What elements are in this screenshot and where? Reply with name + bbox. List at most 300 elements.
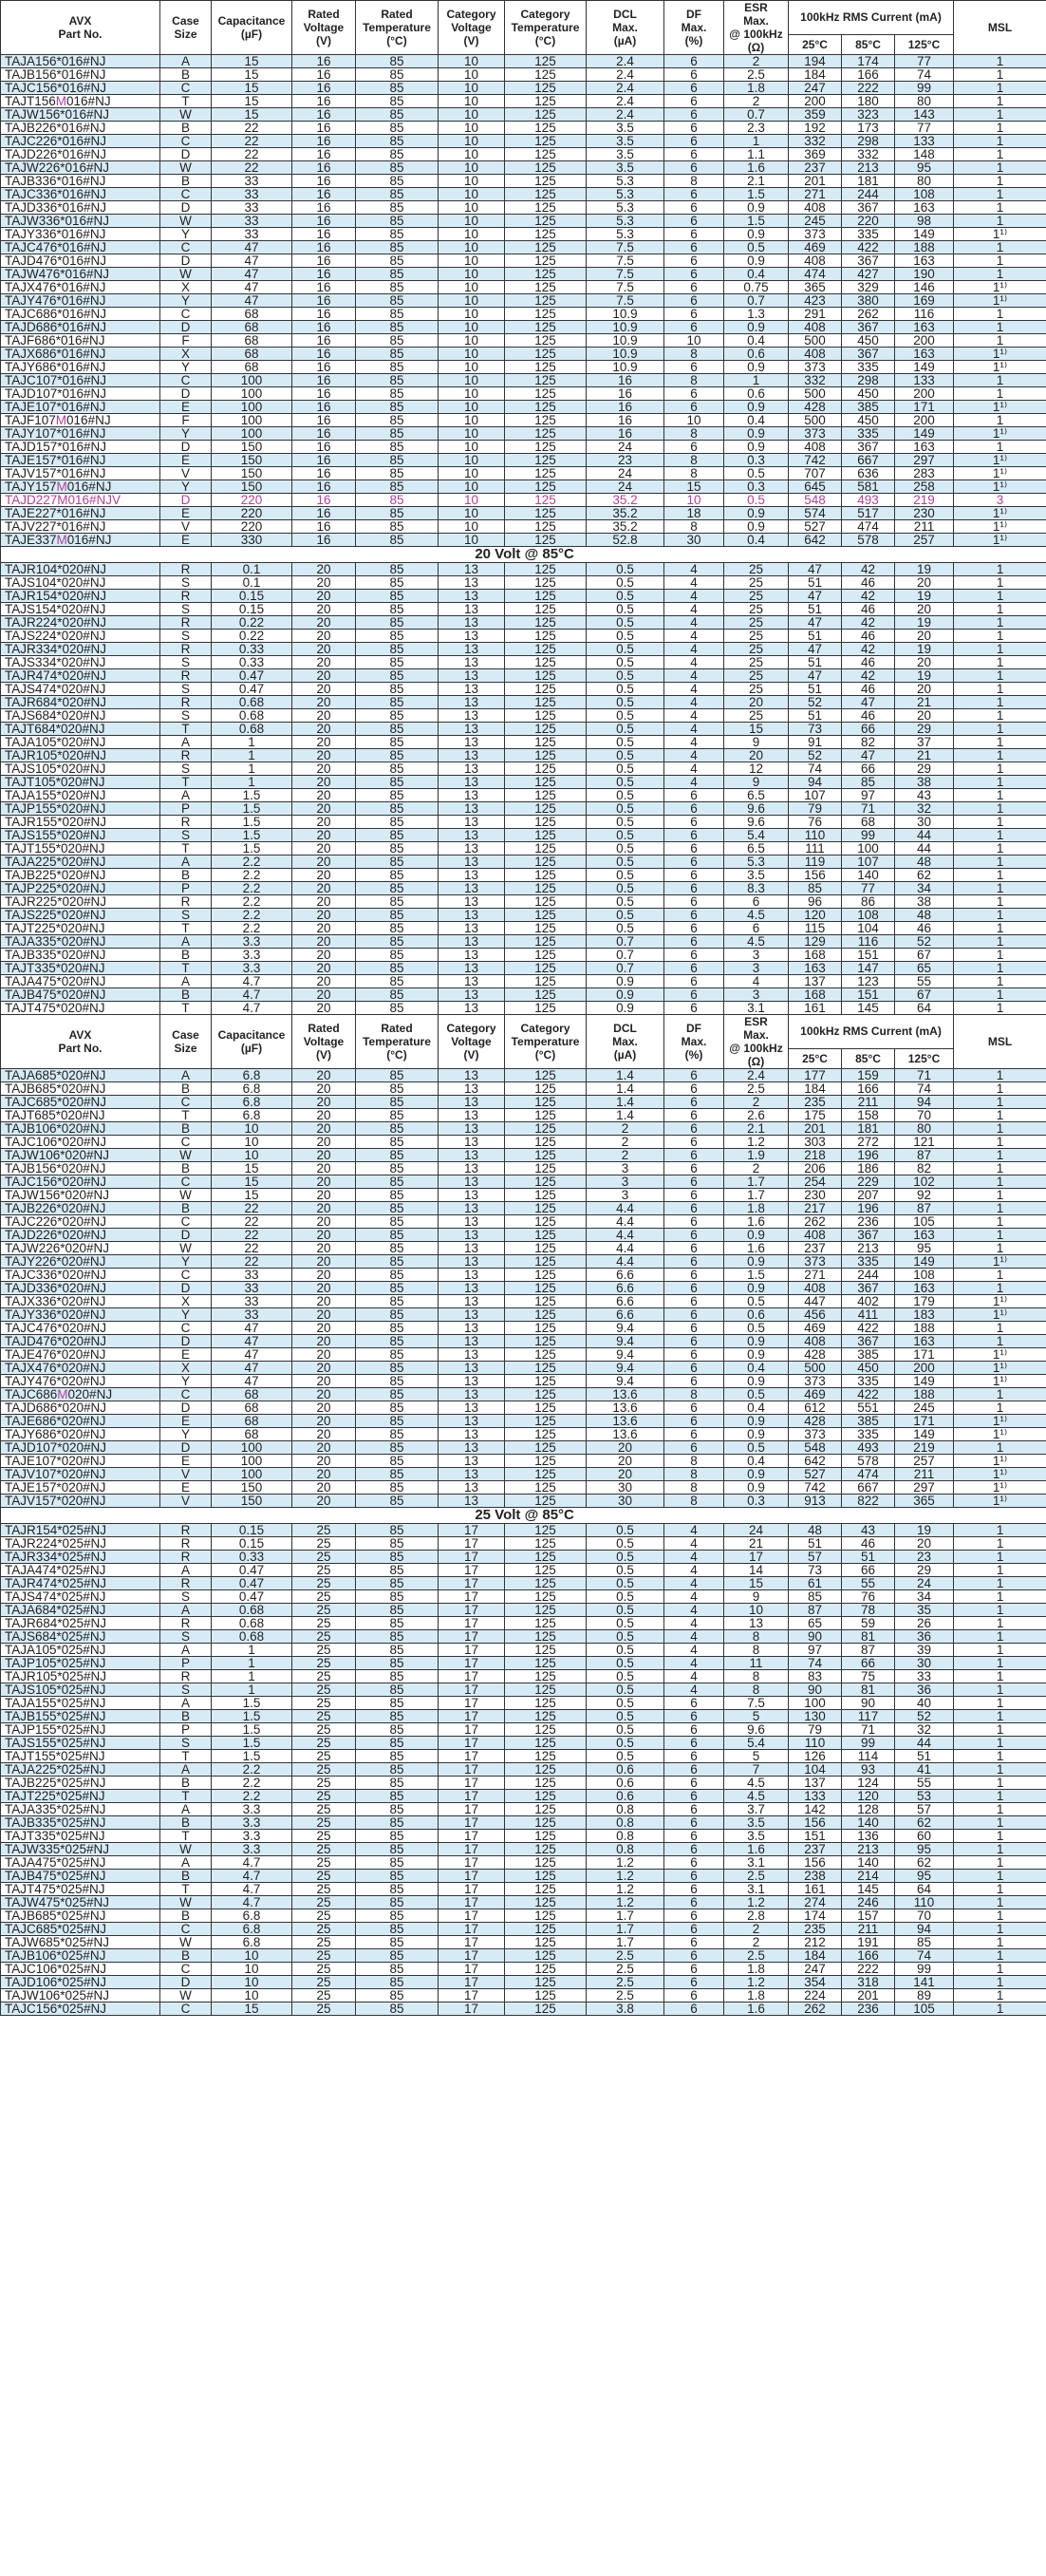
cell-capacitance: 47 (212, 1335, 292, 1348)
cell-df: 6 (664, 1750, 724, 1763)
cell-rated-temp: 85 (356, 467, 439, 480)
cell-dcl: 0.5 (587, 749, 664, 762)
cell-dcl: 0.5 (587, 709, 664, 723)
cell-rms-125c: 37 (895, 736, 954, 749)
cell-df: 4 (664, 656, 724, 669)
cell-rated-voltage: 20 (292, 1162, 356, 1175)
cell-rated-temp: 85 (356, 1816, 439, 1830)
cell-msl: 1¹⁾ (954, 1415, 1046, 1428)
table-row (1, 603, 1046, 616)
cell-df: 6 (664, 1697, 724, 1710)
cell-rms-25c: 332 (789, 374, 842, 387)
cell-esr: 1.2 (724, 1896, 789, 1909)
cell-esr: 0.9 (724, 1229, 789, 1242)
cell-category-temp: 125 (505, 108, 587, 122)
cell-df: 6 (664, 1723, 724, 1737)
cell-rated-voltage: 20 (292, 1441, 356, 1455)
cell-category-voltage: 13 (439, 643, 505, 656)
cell-msl: 1 (954, 1803, 1046, 1816)
cell-part-no: TAJD227M016#NJV (1, 494, 160, 507)
cell-dcl: 16 (587, 374, 664, 387)
cell-rms-85c: 136 (842, 1830, 895, 1843)
cell-dcl: 0.5 (587, 656, 664, 669)
cell-category-temp: 125 (505, 590, 587, 603)
cell-case-size: T (160, 922, 212, 935)
cell-esr: 7 (724, 1763, 789, 1777)
cell-rms-25c: 201 (789, 1122, 842, 1136)
cell-rms-125c: 163 (895, 441, 954, 454)
table-row (1, 1455, 1046, 1468)
cell-rms-125c: 169 (895, 294, 954, 308)
cell-rated-temp: 85 (356, 188, 439, 201)
cell-category-voltage: 13 (439, 1322, 505, 1335)
cell-msl: 1¹⁾ (954, 1428, 1046, 1441)
cell-esr: 3 (724, 988, 789, 1002)
cell-rms-125c: 57 (895, 1803, 954, 1816)
cell-rms-25c: 137 (789, 975, 842, 988)
cell-part-no: TAJR474*020#NJ (1, 669, 160, 683)
cell-rated-temp: 85 (356, 1455, 439, 1468)
cell-dcl: 1.4 (587, 1069, 664, 1082)
cell-rms-25c: 194 (789, 55, 842, 68)
cell-part-no: TAJX336*020#NJ (1, 1295, 160, 1308)
cell-rated-temp: 85 (356, 1790, 439, 1803)
cell-rms-25c: 237 (789, 1843, 842, 1856)
cell-category-voltage: 13 (439, 656, 505, 669)
cell-part-no: TAJW685*025#NJ (1, 1936, 160, 1949)
cell-capacitance: 47 (212, 254, 292, 268)
cell-rms-125c: 171 (895, 1348, 954, 1362)
cell-rms-85c: 450 (842, 334, 895, 348)
cell-rms-125c: 33 (895, 1670, 954, 1683)
cell-case-size: W (160, 1242, 212, 1255)
cell-msl: 1 (954, 1401, 1046, 1415)
cell-rms-25c: 91 (789, 736, 842, 749)
cell-rated-temp: 85 (356, 1335, 439, 1348)
cell-rms-85c: 474 (842, 520, 895, 534)
cell-case-size: B (160, 1777, 212, 1790)
table-row (1, 1481, 1046, 1495)
cell-capacitance: 68 (212, 1415, 292, 1428)
col-header-msl: MSL (954, 1, 1046, 55)
cell-case-size: E (160, 1348, 212, 1362)
cell-dcl: 0.5 (587, 576, 664, 590)
cell-rms-85c: 82 (842, 736, 895, 749)
cell-rms-85c: 97 (842, 789, 895, 802)
cell-capacitance: 1 (212, 1657, 292, 1670)
cell-rms-25c: 73 (789, 723, 842, 736)
cell-rated-voltage: 20 (292, 882, 356, 895)
cell-category-temp: 125 (505, 334, 587, 348)
table-row (1, 1683, 1046, 1697)
cell-rms-25c: 206 (789, 1162, 842, 1175)
cell-dcl: 1.4 (587, 1096, 664, 1109)
cell-esr: 0.3 (724, 480, 789, 494)
cell-dcl: 3.5 (587, 161, 664, 175)
cell-rms-85c: 272 (842, 1136, 895, 1149)
cell-msl: 1 (954, 576, 1046, 590)
cell-esr: 0.4 (724, 1401, 789, 1415)
cell-df: 4 (664, 590, 724, 603)
cell-rated-temp: 85 (356, 414, 439, 427)
cell-msl: 1 (954, 1843, 1046, 1856)
cell-esr: 2 (724, 1096, 789, 1109)
cell-rms-25c: 408 (789, 201, 842, 215)
cell-rated-temp: 85 (356, 590, 439, 603)
cell-part-no: TAJB155*025#NJ (1, 1710, 160, 1723)
cell-msl: 1 (954, 201, 1046, 215)
cell-dcl: 0.6 (587, 1763, 664, 1777)
cell-rms-25c: 235 (789, 1923, 842, 1936)
cell-rms-25c: 52 (789, 749, 842, 762)
cell-rms-25c: 408 (789, 348, 842, 361)
cell-dcl: 30 (587, 1495, 664, 1508)
cell-rated-temp: 85 (356, 55, 439, 68)
cell-rated-voltage: 25 (292, 1976, 356, 1989)
cell-category-temp: 125 (505, 962, 587, 975)
cell-rated-voltage: 20 (292, 935, 356, 949)
cell-rms-125c: 30 (895, 816, 954, 829)
cell-esr: 0.9 (724, 1428, 789, 1441)
table-row (1, 1362, 1046, 1375)
cell-rms-85c: 385 (842, 1348, 895, 1362)
cell-category-voltage: 17 (439, 1670, 505, 1683)
cell-rms-25c: 168 (789, 949, 842, 962)
cell-rated-voltage: 20 (292, 630, 356, 643)
cell-category-temp: 125 (505, 1295, 587, 1308)
cell-category-voltage: 17 (439, 1630, 505, 1644)
cell-case-size: W (160, 161, 212, 175)
cell-category-voltage: 17 (439, 1537, 505, 1551)
cell-rms-85c: 667 (842, 1481, 895, 1495)
cell-rms-85c: 85 (842, 776, 895, 789)
cell-category-temp: 125 (505, 534, 587, 547)
cell-rated-temp: 85 (356, 1524, 439, 1537)
cell-rms-85c: 411 (842, 1308, 895, 1322)
cell-rms-125c: 95 (895, 1242, 954, 1255)
cell-part-no: TAJD107*020#NJ (1, 1441, 160, 1455)
cell-dcl: 0.7 (587, 935, 664, 949)
cell-dcl: 2 (587, 1122, 664, 1136)
cell-df: 4 (664, 1617, 724, 1630)
cell-capacitance: 15 (212, 95, 292, 108)
cell-capacitance: 33 (212, 1295, 292, 1308)
col-header-rated-voltage: Rated Voltage (V) (292, 1, 356, 55)
cell-df: 4 (664, 1630, 724, 1644)
cell-case-size: A (160, 856, 212, 869)
cell-msl: 1¹⁾ (954, 1362, 1046, 1375)
cell-df: 10 (664, 334, 724, 348)
cell-rated-voltage: 20 (292, 723, 356, 736)
cell-rms-25c: 87 (789, 1604, 842, 1617)
cell-part-no: TAJF107M016#NJ (1, 414, 160, 427)
cell-rated-temp: 85 (356, 215, 439, 228)
cell-case-size: Y (160, 361, 212, 374)
cell-esr: 4 (724, 975, 789, 988)
cell-part-no: TAJY336*016#NJ (1, 228, 160, 241)
cell-case-size: B (160, 1710, 212, 1723)
cell-msl: 1 (954, 630, 1046, 643)
cell-part-no: TAJD476*020#NJ (1, 1335, 160, 1348)
cell-case-size: B (160, 988, 212, 1002)
cell-rated-temp: 85 (356, 1976, 439, 1989)
cell-capacitance: 0.15 (212, 1524, 292, 1537)
cell-df: 6 (664, 922, 724, 935)
cell-esr: 0.4 (724, 268, 789, 281)
cell-rms-25c: 212 (789, 1936, 842, 1949)
cell-dcl: 0.7 (587, 949, 664, 962)
cell-rated-temp: 85 (356, 1909, 439, 1923)
cell-category-temp: 125 (505, 776, 587, 789)
cell-esr: 25 (724, 630, 789, 643)
cell-category-temp: 125 (505, 1909, 587, 1923)
cell-category-voltage: 13 (439, 882, 505, 895)
cell-case-size: P (160, 802, 212, 816)
cell-rms-125c: 29 (895, 762, 954, 776)
cell-msl: 1 (954, 603, 1046, 616)
cell-msl: 1 (954, 1909, 1046, 1923)
table-row (1, 427, 1046, 441)
cell-rated-temp: 85 (356, 909, 439, 922)
cell-rms-125c: 188 (895, 1388, 954, 1401)
cell-df: 6 (664, 1415, 724, 1428)
cell-capacitance: 0.68 (212, 1630, 292, 1644)
cell-df: 6 (664, 188, 724, 201)
cell-case-size: E (160, 454, 212, 467)
cell-df: 6 (664, 1269, 724, 1282)
cell-part-no: TAJE476*020#NJ (1, 1348, 160, 1362)
cell-category-voltage: 17 (439, 1949, 505, 1963)
cell-rms-85c: 43 (842, 1524, 895, 1537)
cell-rated-temp: 85 (356, 507, 439, 520)
cell-capacitance: 3.3 (212, 1816, 292, 1830)
cell-rated-voltage: 20 (292, 962, 356, 975)
cell-rms-125c: 95 (895, 1870, 954, 1883)
cell-rms-85c: 427 (842, 268, 895, 281)
cell-category-temp: 125 (505, 1335, 587, 1348)
cell-rms-85c: 71 (842, 802, 895, 816)
table-row (1, 789, 1046, 802)
table-row (1, 949, 1046, 962)
cell-rated-temp: 85 (356, 962, 439, 975)
cell-rated-voltage: 25 (292, 1524, 356, 1537)
cell-capacitance: 150 (212, 467, 292, 480)
cell-df: 6 (664, 882, 724, 895)
cell-msl: 1 (954, 949, 1046, 962)
cell-rated-temp: 85 (356, 68, 439, 82)
cell-rated-voltage: 25 (292, 1896, 356, 1909)
cell-df: 6 (664, 949, 724, 962)
cell-category-temp: 125 (505, 856, 587, 869)
cell-case-size: X (160, 281, 212, 294)
cell-category-temp: 125 (505, 1963, 587, 1976)
cell-rated-temp: 85 (356, 294, 439, 308)
cell-msl: 1 (954, 1335, 1046, 1348)
col-header-df: DF Max. (%) (664, 1015, 724, 1069)
table-row (1, 1790, 1046, 1803)
cell-part-no: TAJS474*025#NJ (1, 1590, 160, 1604)
cell-rated-voltage: 25 (292, 1883, 356, 1896)
cell-dcl: 6.6 (587, 1282, 664, 1295)
cell-esr: 2.3 (724, 122, 789, 135)
cell-df: 6 (664, 1242, 724, 1255)
cell-rms-25c: 184 (789, 68, 842, 82)
cell-part-no: TAJT105*020#NJ (1, 776, 160, 789)
cell-dcl: 0.5 (587, 1723, 664, 1737)
cell-rms-85c: 158 (842, 1109, 895, 1122)
cell-rms-125c: 297 (895, 1481, 954, 1495)
cell-rated-voltage: 25 (292, 1790, 356, 1803)
cell-rms-25c: 365 (789, 281, 842, 294)
cell-case-size: B (160, 1870, 212, 1883)
cell-rms-85c: 145 (842, 1883, 895, 1896)
cell-msl: 1 (954, 1242, 1046, 1255)
cell-rms-85c: 166 (842, 1082, 895, 1096)
table-row (1, 82, 1046, 95)
cell-category-temp: 125 (505, 1936, 587, 1949)
cell-rms-25c: 52 (789, 696, 842, 709)
cell-part-no: TAJD476*016#NJ (1, 254, 160, 268)
table-row (1, 281, 1046, 294)
cell-rms-125c: 163 (895, 201, 954, 215)
cell-rms-85c: 367 (842, 348, 895, 361)
cell-rms-25c: 151 (789, 1830, 842, 1843)
cell-dcl: 16 (587, 401, 664, 414)
cell-part-no: TAJX686*016#NJ (1, 348, 160, 361)
cell-case-size: B (160, 68, 212, 82)
cell-df: 8 (664, 467, 724, 480)
cell-rms-125c: 149 (895, 1375, 954, 1388)
cell-capacitance: 22 (212, 122, 292, 135)
cell-capacitance: 0.47 (212, 1564, 292, 1577)
cell-rated-voltage: 20 (292, 1322, 356, 1335)
cell-part-no: TAJY476*016#NJ (1, 294, 160, 308)
cell-case-size: B (160, 1949, 212, 1963)
cell-case-size: A (160, 1803, 212, 1816)
cell-dcl: 0.5 (587, 1644, 664, 1657)
cell-case-size: B (160, 1122, 212, 1136)
cell-msl: 1 (954, 1590, 1046, 1604)
cell-rated-temp: 85 (356, 802, 439, 816)
cell-esr: 8.3 (724, 882, 789, 895)
cell-df: 4 (664, 723, 724, 736)
cell-category-voltage: 13 (439, 1175, 505, 1189)
cell-rated-temp: 85 (356, 1936, 439, 1949)
cell-dcl: 2.4 (587, 95, 664, 108)
cell-category-temp: 125 (505, 95, 587, 108)
cell-rms-85c: 140 (842, 869, 895, 882)
cell-df: 4 (664, 749, 724, 762)
cell-rms-85c: 71 (842, 1723, 895, 1737)
cell-dcl: 0.5 (587, 1737, 664, 1750)
cell-category-voltage: 13 (439, 1401, 505, 1415)
cell-dcl: 7.5 (587, 254, 664, 268)
cell-esr: 1.1 (724, 148, 789, 161)
cell-rated-voltage: 20 (292, 816, 356, 829)
table-row (1, 749, 1046, 762)
cell-dcl: 5.3 (587, 215, 664, 228)
cell-rated-temp: 85 (356, 2003, 439, 2016)
cell-rated-temp: 85 (356, 1495, 439, 1508)
cell-capacitance: 2.2 (212, 909, 292, 922)
cell-rated-temp: 85 (356, 1883, 439, 1896)
table-row (1, 414, 1046, 427)
cell-rms-125c: 23 (895, 1551, 954, 1564)
cell-category-voltage: 13 (439, 1375, 505, 1388)
table-row (1, 1468, 1046, 1481)
cell-part-no: TAJT225*020#NJ (1, 922, 160, 935)
cell-rated-voltage: 20 (292, 949, 356, 962)
cell-capacitance: 2.2 (212, 922, 292, 935)
cell-rms-25c: 51 (789, 656, 842, 669)
cell-part-no: TAJW335*025#NJ (1, 1843, 160, 1856)
cell-esr: 2.5 (724, 1949, 789, 1963)
cell-rms-85c: 385 (842, 401, 895, 414)
cell-rated-voltage: 25 (292, 1923, 356, 1936)
cell-rated-voltage: 20 (292, 856, 356, 869)
cell-category-voltage: 17 (439, 1710, 505, 1723)
cell-rms-125c: 94 (895, 1923, 954, 1936)
col-header-category-temperature: Category Temperature (°C) (505, 1015, 587, 1069)
cell-category-temp: 125 (505, 241, 587, 254)
table-row (1, 467, 1046, 480)
cell-category-temp: 125 (505, 736, 587, 749)
cell-rated-temp: 85 (356, 1215, 439, 1229)
cell-esr: 5.4 (724, 829, 789, 842)
cell-rated-temp: 85 (356, 1644, 439, 1657)
cell-rms-25c: 126 (789, 1750, 842, 1763)
cell-rated-voltage: 20 (292, 895, 356, 909)
cell-case-size: X (160, 348, 212, 361)
cell-df: 6 (664, 308, 724, 321)
cell-rms-85c: 104 (842, 922, 895, 935)
cell-dcl: 2 (587, 1136, 664, 1149)
cell-rms-25c: 177 (789, 1069, 842, 1082)
cell-df: 8 (664, 1455, 724, 1468)
cell-rms-125c: 52 (895, 1710, 954, 1723)
cell-dcl: 20 (587, 1455, 664, 1468)
cell-rms-85c: 323 (842, 108, 895, 122)
cell-rated-voltage: 16 (292, 82, 356, 95)
cell-df: 4 (664, 736, 724, 749)
cell-rms-85c: 140 (842, 1816, 895, 1830)
cell-category-temp: 125 (505, 1843, 587, 1856)
cell-rated-voltage: 20 (292, 1269, 356, 1282)
cell-rms-125c: 67 (895, 949, 954, 962)
cell-df: 6 (664, 1375, 724, 1388)
cell-esr: 1.8 (724, 1963, 789, 1976)
cell-msl: 1¹⁾ (954, 1295, 1046, 1308)
cell-dcl: 16 (587, 414, 664, 427)
cell-part-no: TAJS474*020#NJ (1, 683, 160, 696)
cell-msl: 1 (954, 802, 1046, 816)
cell-category-temp: 125 (505, 1428, 587, 1441)
cell-msl: 1 (954, 563, 1046, 576)
cell-category-voltage: 17 (439, 1777, 505, 1790)
cell-category-voltage: 10 (439, 348, 505, 361)
cell-rms-85c: 450 (842, 387, 895, 401)
cell-dcl: 9.4 (587, 1375, 664, 1388)
cell-esr: 1.8 (724, 1202, 789, 1215)
cell-case-size: S (160, 1630, 212, 1644)
cell-category-temp: 125 (505, 802, 587, 816)
cell-rms-85c: 636 (842, 467, 895, 480)
cell-rated-temp: 85 (356, 1577, 439, 1590)
cell-esr: 0.75 (724, 281, 789, 294)
table-row (1, 441, 1046, 454)
cell-rated-temp: 85 (356, 1202, 439, 1215)
table-row (1, 1441, 1046, 1455)
